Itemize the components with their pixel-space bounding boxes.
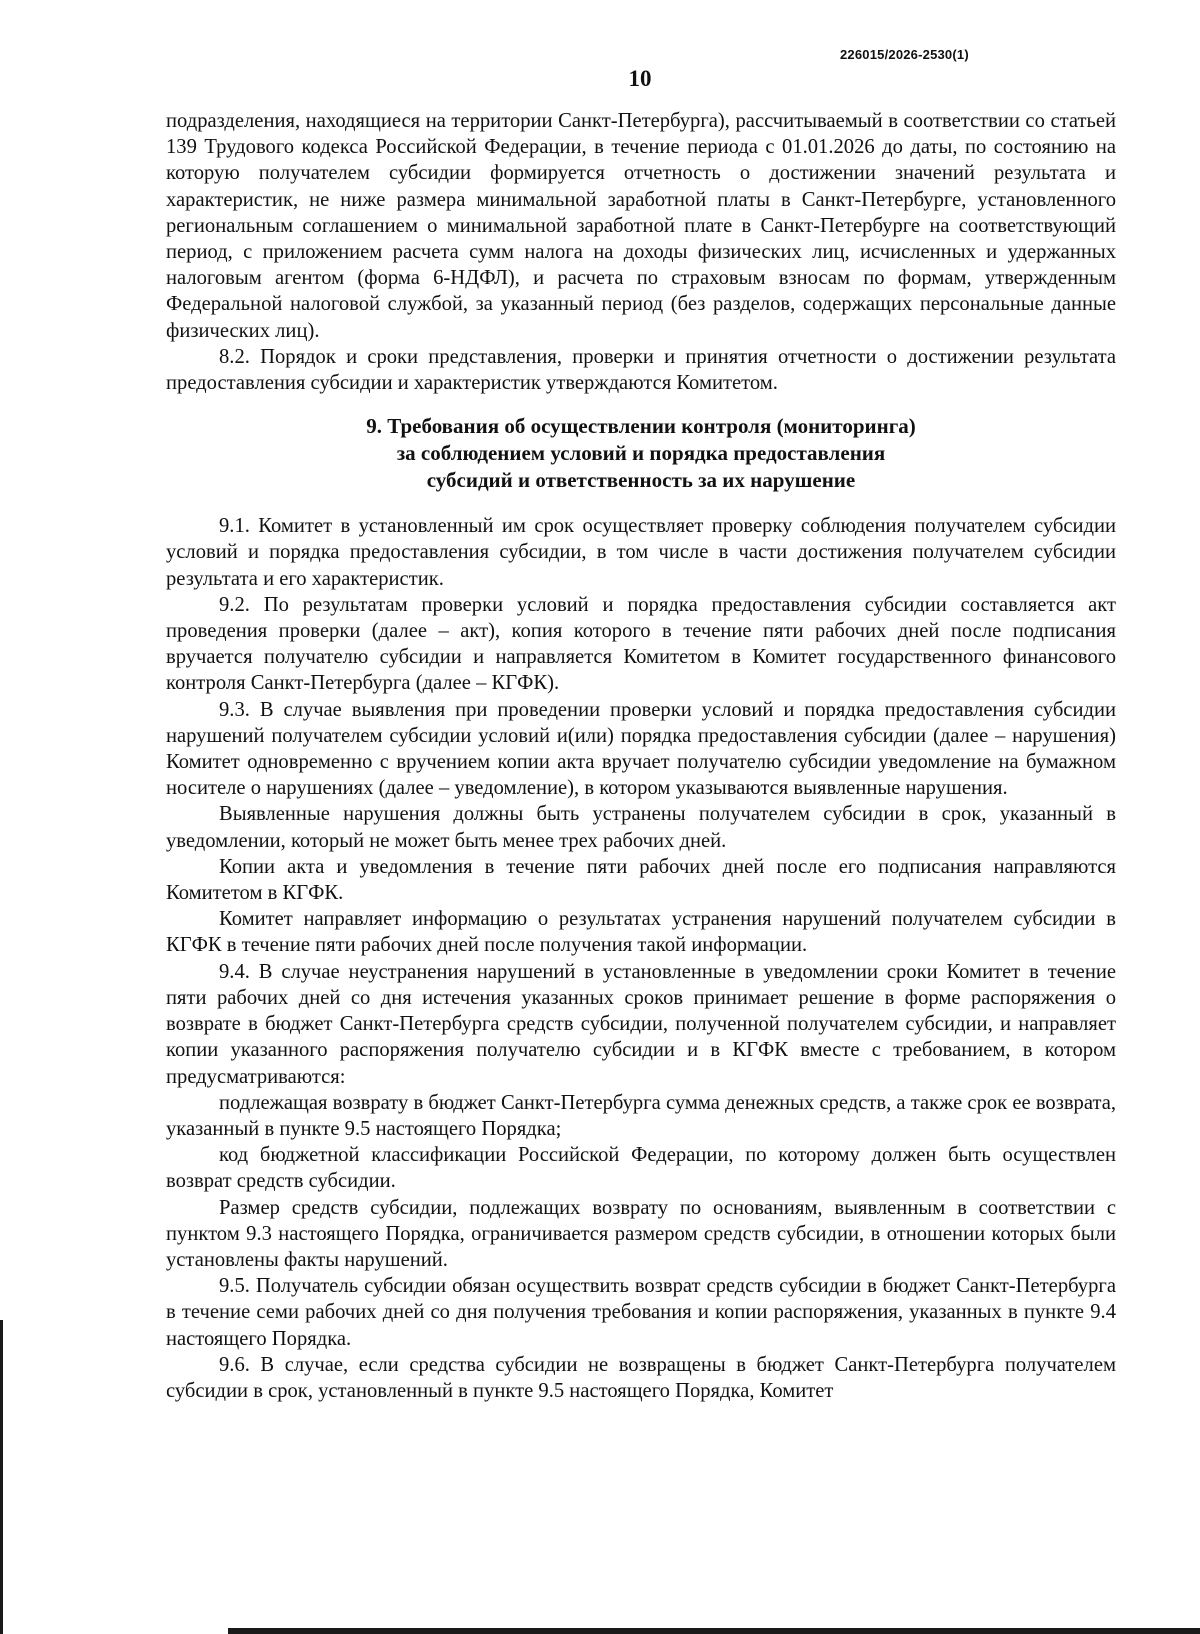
paragraph-9-4-kbk: код бюджетной классификации Российской Федерации, по которому должен быть осуществлен возврат средств субсидии.: [166, 1144, 1116, 1193]
paragraph-continuation: подразделения, находящиеся на территории Санкт-Петербурга), рассчитываемый в соответствии со статьей 139 Трудового кодекса Российской Федерации, в течение периода с 01.01.2026 до даты, по состоянию на которую получателем субсидии формируется отчетность о достижении значений результата и характеристик, не ниже размера минимальной заработной платы в Санкт-Петербурге, установленного региональным соглашением о минимальной заработной плате в Санкт-Петербурге на соответствующий период, с приложением расчета сумм налога на доходы физических лиц, исчисленных и удержанных налоговым агентом (форма 6-НДФЛ), и расчета по страховым взносам по формам, утвержденным Федеральной налоговой службой, за указанный период (без разделов, содержащих персональные данные физических лиц).: [166, 110, 1116, 342]
section-9-title-line-1: 9. Требования об осуществлении контроля (мониторинга): [366, 414, 916, 439]
paragraph-9-4-limit: Размер средств субсидии, подлежащих возврату по основаниям, выявленным в соответствии с пунктом 9.3 настоящего Порядка, ограничивается размером средств субсидии, в отношении которых были установлены факты нарушений.: [166, 1196, 1116, 1271]
paragraph-9-4: 9.4. В случае неустранения нарушений в установленные в уведомлении сроки Комитет в течение пяти рабочих дней со дня истечения указанных сроков принимает решение в форме распоряжения о возврате в бюджет Санкт-Петербурга средств субсидии, полученной получателем субсидии, и направляет копии указанного распоряжения получателю субсидии и в КГФК вместе с требованием, в котором предусматриваются:: [166, 960, 1116, 1088]
paragraph-9-3-copies: Копии акта и уведомления в течение пяти рабочих дней после его подписания направляются Комитетом в КГФК.: [166, 855, 1116, 905]
page-number: 10: [628, 66, 652, 91]
document-body: [166, 108, 1116, 1404]
paragraph-9-5: 9.5. Получатель субсидии обязан осуществить возврат средств субсидии в бюджет Санкт-Петербурга в течение семи рабочих дней со дня получения требования и копии распоряжения, указанных в пункте 9.4 настоящего Порядка.: [166, 1275, 1116, 1350]
paragraph-9-3: 9.3. В случае выявления при проведении проверки условий и порядка предоставления субсидии нарушений получателем субсидии условий и(или) порядка предоставления субсидии (далее – нарушения) Комитет одновременно с вручением копии акта вручает получателю субсидии уведомление на бумажном носителе о нарушениях (далее – уведомление), в котором указываются выявленные нарушения.: [166, 698, 1116, 800]
section-9-title-line-2: за соблюдением условий и порядка предоставления: [396, 441, 886, 466]
paragraph-9-1: 9.1. Комитет в установленный им срок осуществляет проверку соблюдения получателем субсидии условий и порядка предоставления субсидии, в том числе в части достижения получателем субсидии результата и его характеристик.: [166, 515, 1116, 590]
paragraph-9-6: 9.6. В случае, если средства субсидии не возвращены в бюджет Санкт-Петербурга получателем субсидии в срок, установленный в пункте 9.5 настоящего Порядка, Комитет: [166, 1353, 1116, 1402]
section-9-title: [166, 413, 1116, 494]
document-id: 226015/2026-2530(1): [840, 47, 969, 62]
scan-edge-bottom: [228, 1628, 1200, 1634]
paragraph-9-3-deadline: Выявленные нарушения должны быть устранены получателем субсидии в срок, указанный в уведомлении, который не может быть менее трех рабочих дней.: [166, 803, 1116, 852]
paragraph-9-4-amount: подлежащая возврату в бюджет Санкт-Петербурга сумма денежных средств, а также срок ее возврата, указанный в пункте 9.5 настоящего Порядка;: [166, 1091, 1116, 1140]
section-9-title-line-3: субсидий и ответственность за их нарушение: [426, 468, 856, 493]
paragraph-9-2: 9.2. По результатам проверки условий и порядка предоставления субсидии составляется акт проведения проверки (далее – акт), копия которого в течение пяти рабочих дней после подписания вручается получателю субсидии и направляется Комитетом в Комитет государственного финансового контроля Санкт-Петербурга (далее – КГФК).: [166, 593, 1116, 695]
scan-edge-left: [0, 1320, 3, 1634]
paragraph-9-3-info: Комитет направляет информацию о результатах устранения нарушений получателем субсидии в КГФК в течение пяти рабочих дней после получения такой информации.: [166, 908, 1116, 957]
paragraph-8-2: 8.2. Порядок и сроки представления, проверки и принятия отчетности о достижении результата предоставления субсидии и характеристик утверждаются Комитетом.: [166, 345, 1116, 395]
